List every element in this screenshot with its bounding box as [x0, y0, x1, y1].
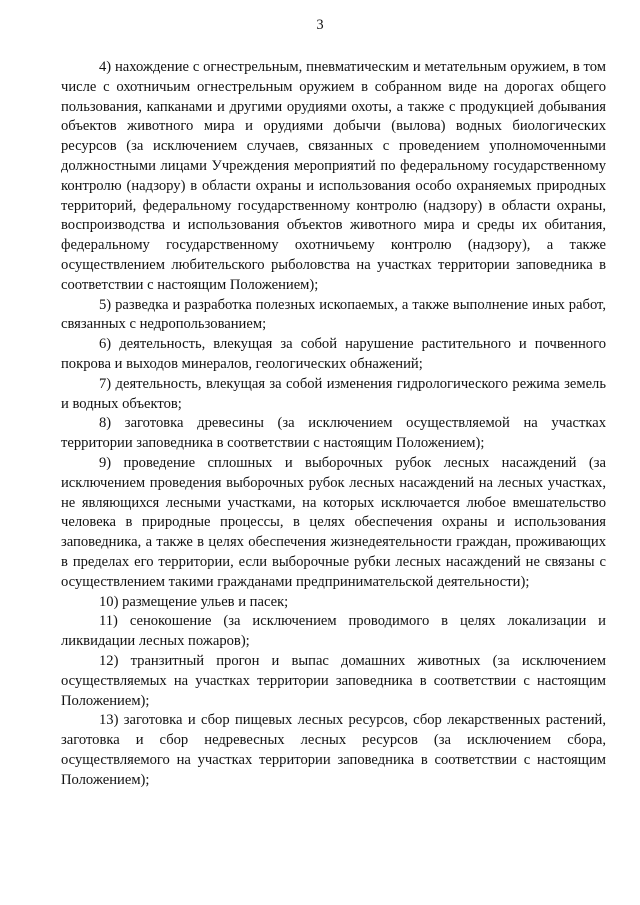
list-item-9: 9) проведение сплошных и выборочных рубок лесных насаждений (за исключением проведения выборочных рубок лесных насаждений на лесных участках, не являющихся лесными участками, на которых исключается любое вмешательство человека в природные процессы, в целях обеспечения охраны и использования заповедника, а также в целях обеспечения жизнедеятельности граждан, проживающих в пределах его территории, если выборочные рубки лесных насаждений не связаны с осуществлением такими гражданами предпринимательской деятельности);	[61, 454, 606, 590]
list-item-5: 5) разведка и разработка полезных ископаемых, а также выполнение иных работ, связанных с недропользованием;	[61, 296, 606, 333]
list-item-4: 4) нахождение с огнестрельным, пневматическим и метательным оружием, в том числе с охотничьим огнестрельным оружием в собранном виде на дорогах общего пользования, капканами и другими орудиями охоты, а также с продукцией добывания объектов животного мира и орудиями добычи (вылова) водных биологических ресурсов (за исключением случаев, связанных с проведением уполномоченными должностными лицами Учреждения мероприятий по федеральному государственному контролю (надзору) в области охраны и использования особо охраняемых природных территорий, федеральному государственному контролю (надзору) в области охраны, воспроизводства и использования объектов животного мира и среды их обитания, федеральному государственному охотничьему контролю (надзору), а также осуществлением любительского рыболовства на участках территории заповедника в соответствии с настоящим Положением);	[61, 59, 606, 293]
page-number: 3	[316, 17, 324, 33]
list-item-13: 13) заготовка и сбор пищевых лесных ресурсов, сбор лекарственных растений, заготовка и сбор недревесных лесных ресурсов (за исключением сбора, осуществляемого на участках территории заповедника в соответствии с настоящим Положением);	[61, 712, 606, 788]
list-item-8: 8) заготовка древесины (за исключением осуществляемой на участках территории заповедника в соответствии с настоящим Положением);	[61, 415, 606, 452]
list-item-12: 12) транзитный прогон и выпас домашних животных (за исключением осуществляемых на участках территории заповедника в соответствии с настоящим Положением);	[61, 652, 606, 709]
list-item-11: 11) сенокошение (за исключением проводимого в целях локализации и ликвидации лесных пожаров);	[61, 613, 606, 650]
list-item-6: 6) деятельность, влекущая за собой нарушение растительного и почвенного покрова и выходов минералов, геологических обнажений;	[61, 336, 606, 372]
list-item-10: 10) размещение ульев и пасек;	[99, 593, 289, 610]
document-body	[61, 58, 606, 790]
list-item-7: 7) деятельность, влекущая за собой изменения гидрологического режима земель и водных объектов;	[61, 375, 606, 412]
